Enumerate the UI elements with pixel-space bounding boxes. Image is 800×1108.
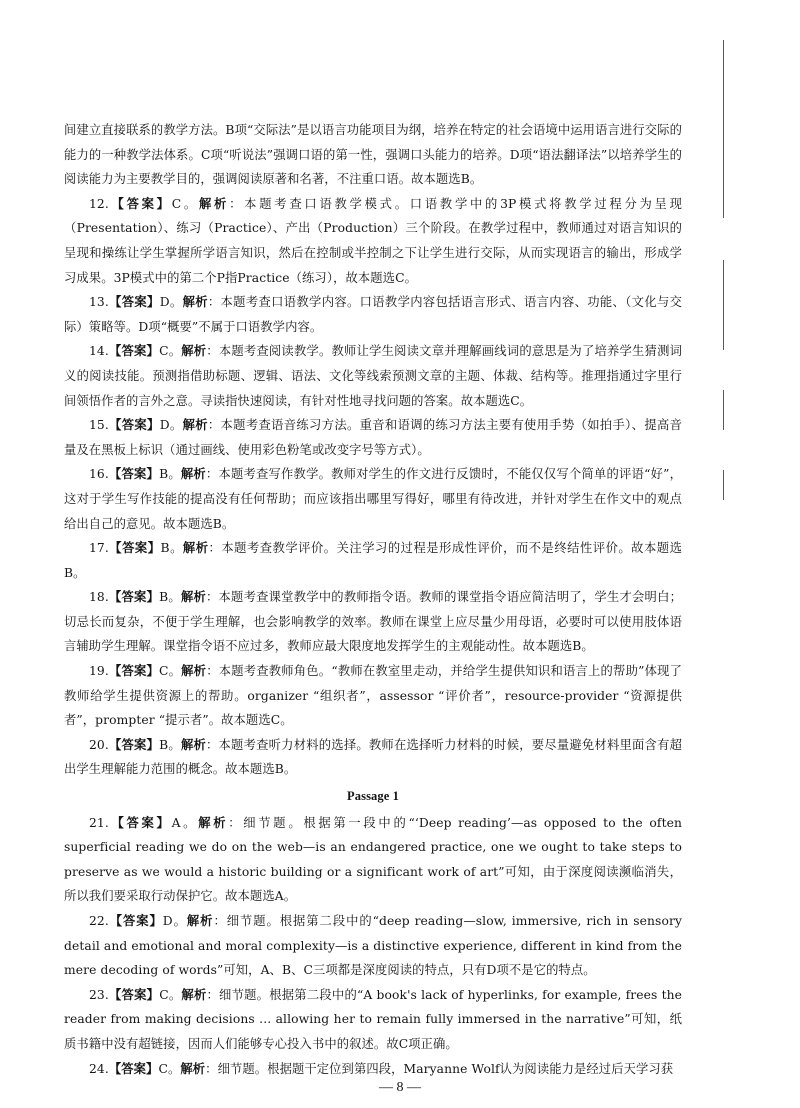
passage-answer-list [64,811,682,1082]
scan-edge-line [723,470,724,500]
analysis-text: 本题考查口语教学模式。口语教学中的3P模式将教学过程分为呈现（Presentation）、练习（Practice）、产出（Production）三个阶段。在教学过程中，教师通过对语言知识的呈现和操练让学生掌握所学语言知识，然后在控制或半控制之下让学生进行交际，从而实现语言的输出，形成学习成果。3P模式中的第二个P指Practice（练习），故本题选C。 [64,196,683,285]
answer-item: 16.【答案】B。解析：本题考查写作教学。教师对学生的作文进行反馈时，不能仅仅写个简单的评语“好”，这对于学生写作技能的提高没有任何帮助；而应该指出哪里写得好，哪里有待改进，并针对学生在作文中的观点给出自己的意见。故本题选B。 [64,466,683,531]
answer-label: 【答案】 [108,195,172,211]
scan-edge-line [723,390,724,430]
answer-label: 【答案】 [108,1060,159,1076]
answer-analysis-body [64,118,682,1081]
answer-item: 12.【答案】C。解析：本题考查口语教学模式。口语教学中的3P模式将教学过程分为呈现（Presentation）、练习（Practice）、产出（Production）三个阶段。在教学过程中，教师通过对语言知识的呈现和操练让学生掌握所学语言知识，然后在控制或半控制之下让学生进行交际，从而实现语言的输出，形成学习成果。3P模式中的第二个P指Practice（练习），故本题选C。 [64,195,683,285]
answer-item: 17.【答案】B。解析：本题考查教学评价。关注学习的过程是形成性评价，而不是终结性评价。故本题选B。 [64,540,683,580]
analysis-text: 细节题。根据第一段中的“‘Deep reading’—as opposed to the often superficial reading we do on the web—is an endangered practice, one we ought to take steps to preserve as we would a historic building or a significant work of art”可知，由于深度阅读濒临消失，所以我们要采取行动保护它。故本题选A。 [64,815,683,904]
question-number: 21. [89,815,109,830]
analysis-text: 本题考查阅读教学。教师让学生阅读文章并理解画线词的意思是为了培养学生猜测词义的阅读技能。预测指借助标题、逻辑、语法、文化等线索预测文章的主题、体裁、结构等。推理指通过字里行间领悟作者的言外之意。寻读指快速阅读，有针对性地寻找问题的答案。故本题选C。 [64,344,683,408]
answer-label: 【答案】 [108,986,160,1002]
analysis-label: 解析 [180,1060,206,1076]
answer-value: A [171,815,181,830]
analysis-text: 细节题。根据题干定位到第四段，Maryanne Wolf认为阅读能力是经过后天学习获 [217,1061,674,1076]
analysis-label: 解析 [182,540,209,556]
question-number: 22. [89,914,109,928]
analysis-label: 解析 [180,589,206,605]
answer-value: C [159,344,169,359]
answer-value: D [159,418,170,433]
question-number: 13. [89,295,109,310]
question-number: 14. [89,344,109,359]
answer-label: 【答案】 [108,663,160,679]
analysis-label: 解析 [181,986,207,1002]
passage-title: Passage 1 [347,789,399,804]
analysis-label: 解析 [182,417,208,433]
answer-label: 【答案】 [108,540,161,556]
answer-value: C [158,1061,168,1076]
answer-list [64,192,682,782]
analysis-text: 本题考查写作教学。教师对学生的作文进行反馈时，不能仅仅写个简单的评语“好”，这对于学生写作技能的提高没有任何帮助；而应该指出哪里写得好，哪里有待改进，并针对学生在作文中的观点给出自己的意见。故本题选B。 [64,467,683,531]
answer-item: 24.【答案】C。解析：细节题。根据题干定位到第四段，Maryanne Wolf认为阅读能力是经过后天学习获 [89,1060,674,1076]
answer-item: 20.【答案】B。解析：本题考查听力材料的选择。教师在选择听力材料的时候，要尽量避免材料里面含有超出学生理解能力范围的概念。故本题选B。 [64,736,682,777]
answer-label: 【答案】 [108,913,163,928]
answer-label: 【答案】 [108,736,160,752]
answer-item: 22.【答案】D。解析：细节题。根据第二段中的“deep reading—slow, immersive, rich in sensory detail and emotional and moral complexity—is a distinctive experience, different in kind from the mere decoding of words”可知，A、B、C三项都是深度阅读的特点，只有D项不是它的特点。 [64,913,682,978]
question-number: 15. [89,418,109,433]
analysis-text: 本题考查听力材料的选择。教师在选择听力材料的时候，要尽量避免材料里面含有超出学生理解能力范围的概念。故本题选B。 [64,737,682,777]
answer-label: 【答案】 [108,294,160,310]
analysis-text: 本题考查教师角色。“教师在教室里走动，并给学生提供知识和语言上的帮助”体现了教师给学生提供资源上的帮助。organizer “组织者”，assessor “评价者”，resource-provider “资源提供者”，prompter “提示者”。故本题选C。 [64,664,682,728]
answer-label: 【答案】 [108,814,172,830]
question-number: 18. [89,590,109,605]
analysis-label: 解析 [182,294,208,310]
analysis-text: 本题考查语音练习方法。重音和语调的练习方法主要有使用手势（如拍手）、提高音量及在黑板上标识（通过画线、使用彩色粉笔或改变字号等方式）。 [64,418,683,457]
scan-edge-line [723,260,724,350]
intro-paragraph: 间建立直接联系的教学方法。B项“交际法”是以语言功能项目为纲，培养在特定的社会语境中运用语言进行交际的能力的一种教学法体系。C项“听说法”强调口语的第一性，强调口头能力的培养。D项“语法翻译法”以培养学生的阅读能力为主要教学目的，强调阅读原著和名著，不注重口语。故本题选B。 [64,123,682,187]
answer-item: 13.【答案】D。解析：本题考查口语教学内容。口语教学内容包括语言形式、语言内容、功能、（文化与交际）策略等。D项“概要”不属于口语教学内容。 [64,294,683,334]
analysis-text: 本题考查课堂教学中的教师指令语。教师的课堂指令语应简洁明了，学生才会明白；切忌长而复杂，不便于学生理解，也会影响教学的效率。教师在课堂上应尽量少用母语，必要时可以使用肢体语言辅助学生理解。课堂指令语不应过多，教师应最大限度地发挥学生的主观能动性。故本题选B。 [64,590,682,654]
answer-label: 【答案】 [108,417,160,433]
analysis-text: 细节题。根据第二段中的“deep reading—slow, immersive, rich in sensory detail and emotional and moral complexity—is a distinctive experience, different in kind from the mere decoding of words”可知，A、B、C三项都是深度阅读的特点，只有D项不是它的特点。 [64,914,682,978]
answer-item: 14.【答案】C。解析：本题考查阅读教学。教师让学生阅读文章并理解画线词的意思是为了培养学生猜测词义的阅读技能。预测指借助标题、逻辑、语法、文化等线索预测文章的主题、体裁、结构等。推理指通过字里行间领悟作者的言外之意。寻读指快速阅读，有针对性地寻找问题的答案。故本题选C。 [64,343,683,408]
answer-value: C [159,664,169,679]
page-number: — 8 — [379,1080,421,1095]
answer-value: B [159,737,169,752]
answer-item: 18.【答案】B。解析：本题考查课堂教学中的教师指令语。教师的课堂指令语应简洁明了，学生才会明白；切忌长而复杂，不便于学生理解，也会影响教学的效率。教师在课堂上应尽量少用母语，必要时可以使用肢体语言辅助学生理解。课堂指令语不应过多，教师应最大限度地发挥学生的主观能动性。故本题选B。 [64,589,682,654]
scan-edge-line [723,40,724,218]
answer-value: C [159,987,169,1002]
answer-value: C [171,196,182,211]
question-number: 12. [89,196,109,211]
question-number: 17. [89,541,109,556]
analysis-label: 解析 [181,343,207,359]
answer-value: B [160,541,170,556]
analysis-label: 解析 [198,814,229,830]
answer-item: 19.【答案】C。解析：本题考查教师角色。“教师在教室里走动，并给学生提供知识和语言上的帮助”体现了教师给学生提供资源上的帮助。organizer “组织者”，assessor “评价者”，resource-provider “资源提供者”，prompter “提示者”。故本题选C。 [64,663,682,728]
answer-value: B [159,467,169,482]
analysis-label: 解析 [186,913,214,928]
question-number: 19. [89,664,109,679]
analysis-label: 解析 [198,195,230,211]
answer-item: 21.【答案】A。解析：细节题。根据第一段中的“‘Deep reading’—as opposed to the often superficial reading we do on the web—is an endangered practice, one we ought to take steps to preserve as we would a historic building or a significant work of art”可知，由于深度阅读濒临消失，所以我们要采取行动保护它。故本题选A。 [64,814,683,904]
analysis-text: 本题考查口语教学内容。口语教学内容包括语言形式、语言内容、功能、（文化与交际）策略等。D项“概要”不属于口语教学内容。 [64,295,683,334]
analysis-text: 细节题。根据第二段中的“A book's lack of hyperlinks, for example, frees the reader from making decisions ... allowing her to remain fully immersed in the narrative”可知，纸质书籍中没有超链接，因而人们能够专心投入书中的叙述。故C项正确。 [64,987,683,1051]
answer-value: D [159,295,170,310]
analysis-label: 解析 [180,466,206,482]
question-number: 16. [89,467,109,482]
question-number: 23. [89,987,109,1002]
answer-item: 23.【答案】C。解析：细节题。根据第二段中的“A book's lack of hyperlinks, for example, frees the reader from making decisions ... allowing her to remain fully immersed in the narrative”可知，纸质书籍中没有超链接，因而人们能够专心投入书中的叙述。故C项正确。 [64,986,683,1051]
answer-label: 【答案】 [108,589,160,605]
answer-value: B [159,590,169,605]
answer-label: 【答案】 [108,343,160,359]
question-number: 20. [89,737,109,752]
answer-label: 【答案】 [108,466,160,482]
analysis-label: 解析 [181,663,207,679]
answer-item: 15.【答案】D。解析：本题考查语音练习方法。重音和语调的练习方法主要有使用手势（如拍手）、提高音量及在黑板上标识（通过画线、使用彩色粉笔或改变字号等方式）。 [64,417,683,457]
answer-value: D [162,914,173,928]
analysis-text: 本题考查教学评价。关注学习的过程是形成性评价，而不是终结性评价。故本题选B。 [64,541,683,580]
question-number: 24. [89,1061,109,1076]
analysis-label: 解析 [180,736,206,752]
